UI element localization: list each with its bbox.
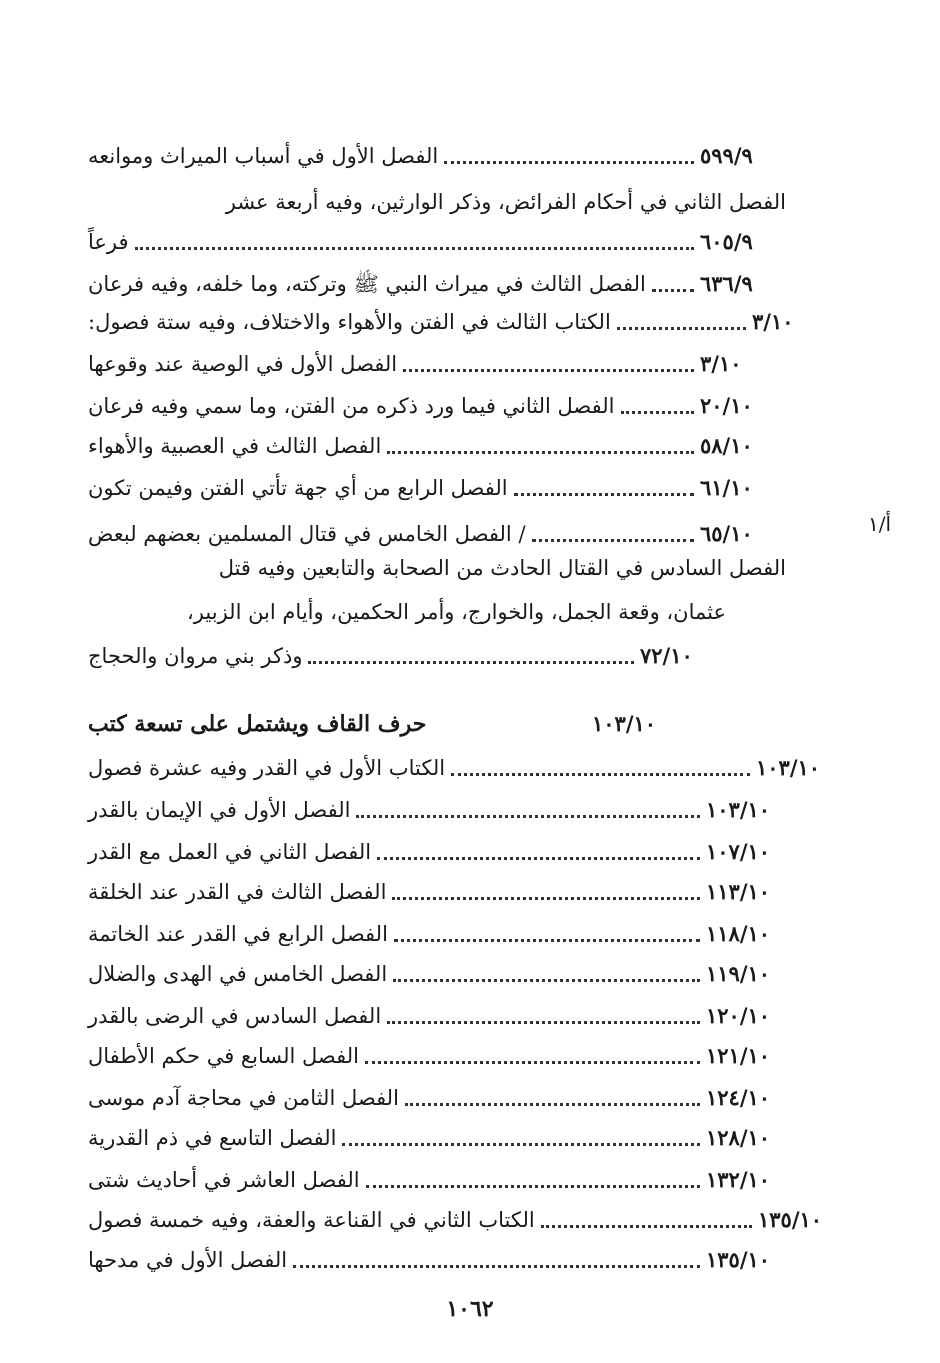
toc-entry-page: ١١٣/١٠ (706, 879, 771, 904)
toc-entry-page: ١٢٠/١٠ (706, 1003, 771, 1028)
toc-entry (78, 344, 786, 384)
toc-entry-title: الكتاب الثالث في الفتن والأهواء والاختلاف، وفيه ستة فصول: (88, 310, 611, 334)
toc-entry-page: ٦١/١٠ (700, 475, 753, 500)
toc-entry (78, 832, 792, 872)
toc-entry (78, 914, 792, 954)
toc-entry-page: ١٣٥/١٠ (706, 1247, 771, 1272)
leader-dots (403, 369, 694, 372)
toc-entry (78, 136, 786, 176)
leader-dots (135, 247, 694, 250)
toc-entry (78, 264, 786, 304)
leader-dots (617, 327, 746, 330)
toc-entry-page: ١٢٨/١٠ (706, 1125, 771, 1150)
toc-entry-page: ١٣٥/١٠ (758, 1207, 823, 1232)
section-heading-title: حرف القاف ويشتمل على تسعة كتب (88, 711, 427, 737)
toc-entry-page: ١٣٢/١٠ (706, 1167, 771, 1192)
leader-dots (444, 161, 694, 164)
toc-entry-page: ٣/١٠ (752, 309, 794, 334)
toc-entry-title: الفصل الأول في أسباب الميراث وموانعه (88, 144, 439, 168)
toc-entry-title: الفصل العاشر في أحاديث شتى (88, 1168, 360, 1192)
toc-entry (78, 1036, 792, 1076)
toc-entry (78, 748, 842, 788)
leader-dots (405, 1103, 700, 1106)
toc-entry-title: الفصل الثالث في ميراث النبي ﷺ وتركته، وما خلفه، وفيه فرعان (88, 272, 646, 296)
toc-entry-page: ١١٨/١٠ (706, 921, 771, 946)
toc-entry (78, 872, 792, 912)
toc-entry-title: الفصل الأول في مدحها (88, 1248, 288, 1272)
toc-entry-title: / الفصل الخامس في قتال المسلمين بعضهم لبعض (88, 522, 526, 546)
toc-entry (78, 636, 726, 676)
section-heading-page: ١٠٣/١٠ (592, 711, 657, 736)
toc-entry-title: الفصل السادس في الرضى بالقدر (88, 1004, 382, 1028)
leader-dots (621, 411, 695, 414)
toc-entry-page: ١٠٣/١٠ (706, 797, 771, 822)
toc-entry-page: ١٢٤/١٠ (706, 1085, 771, 1110)
toc-entry-title: الفصل الثالث في القدر عند الخلقة (88, 880, 387, 904)
toc-entry (78, 386, 786, 426)
toc-entry-title: الفصل الثاني في العمل مع القدر (88, 840, 372, 864)
toc-entry-page: ٦٠٥/٩ (700, 229, 753, 254)
toc-entry-page: ١٢١/١٠ (706, 1043, 771, 1068)
toc-entry (78, 1200, 844, 1240)
toc-entry (78, 1240, 792, 1280)
toc-entry-title: وذكر بني مروان والحجاج (88, 644, 303, 668)
toc-entry-title: الفصل الرابع من أي جهة تأتي الفتن وفيمن تكون (88, 476, 508, 500)
leader-dots (541, 1225, 752, 1228)
toc-entry (78, 1118, 792, 1158)
toc-entry-line: عثمان، وقعة الجمل، والخوارج، وأمر الحكمين، وأيام ابن الزبير، (187, 600, 726, 624)
toc-entry-title: الفصل الأول في الإيمان بالقدر (88, 798, 351, 822)
toc-entry-line: الفصل السادس في القتال الحادث من الصحابة والتابعين وفيه قتل (218, 556, 786, 580)
toc-entry (78, 302, 838, 342)
leader-dots (377, 857, 700, 860)
leader-dots (387, 1021, 700, 1024)
toc-entry-title: الفصل الثالث في العصبية والأهواء (88, 434, 382, 458)
toc-entry-title: الكتاب الثاني في القناعة والعفة، وفيه خمسة فصول (88, 1208, 535, 1232)
toc-entry (78, 1078, 792, 1118)
toc-entry-page: ٦٣٦/٩ (700, 271, 753, 296)
leader-dots (514, 493, 694, 496)
leader-dots (365, 1061, 700, 1064)
toc-entry-title: الفصل الخامس في الهدى والضلال (88, 962, 388, 986)
toc-entry-title: الكتاب الأول في القدر وفيه عشرة فصول (88, 756, 446, 780)
toc-entry-title: فرعاً (88, 230, 129, 254)
toc-entry-page: ١٠٣/١٠ (756, 755, 821, 780)
toc-entry-title: الفصل التاسع في ذم القدرية (88, 1126, 337, 1150)
toc-entry (78, 1160, 792, 1200)
toc-entry (78, 790, 792, 830)
toc-entry-title: الفصل الأول في الوصية عند وقوعها (88, 352, 398, 376)
leader-dots (532, 539, 694, 542)
leader-dots (293, 1265, 700, 1268)
leader-dots (394, 939, 700, 942)
toc-entry-page: ٦٥/١٠ (700, 521, 753, 546)
toc-entry-page: ١١٩/١٠ (706, 961, 771, 986)
toc-entry-page: ٢٠/١٠ (700, 393, 753, 418)
leader-dots (356, 815, 700, 818)
toc-entry-line: الفصل الثاني في أحكام الفرائض، وذكر الوارثين، وفيه أربعة عشر (225, 190, 786, 214)
leader-dots (393, 979, 700, 982)
leader-dots (392, 897, 700, 900)
toc-entry-title: الفصل الثامن في محاجة آدم موسى (88, 1086, 399, 1110)
toc-entry (78, 996, 792, 1036)
leader-dots (366, 1185, 700, 1188)
toc-entry-page: ٥٩٩/٩ (700, 143, 753, 168)
leader-dots (652, 289, 694, 292)
margin-note: أ/١ (868, 512, 892, 536)
leader-dots (451, 773, 750, 776)
toc-entry-page: ٣/١٠ (700, 351, 742, 376)
toc-entry (78, 468, 786, 508)
toc-entry (78, 954, 792, 994)
toc-entry-page: ٥٨/١٠ (700, 433, 753, 458)
toc-entry (78, 222, 786, 262)
section-heading (78, 704, 678, 744)
toc-entry (78, 426, 786, 466)
toc-entry-title: الفصل السابع في حكم الأطفال (88, 1044, 359, 1068)
leader-dots (387, 451, 694, 454)
toc-entry-page: ١٠٧/١٠ (706, 839, 771, 864)
page-number: ١٠٦٢ (446, 1296, 494, 1322)
toc-entry-title: الفصل الرابع في القدر عند الخاتمة (88, 922, 388, 946)
leader-dots (342, 1143, 700, 1146)
leader-dots (308, 661, 634, 664)
toc-entry-title: الفصل الثاني فيما ورد ذكره من الفتن، وما سمي وفيه فرعان (88, 394, 615, 418)
toc-entry-page: ٧٢/١٠ (640, 643, 693, 668)
